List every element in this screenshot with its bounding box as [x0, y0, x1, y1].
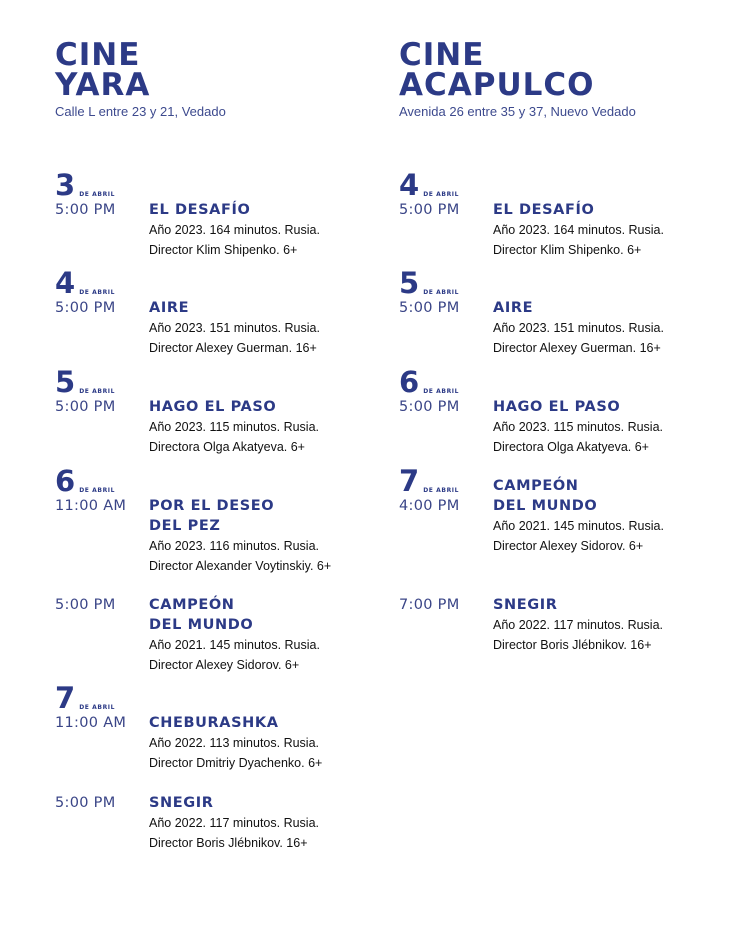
month-label: DE ABRIL	[423, 487, 460, 494]
day-number: 3	[55, 168, 76, 202]
month-label: DE ABRIL	[79, 388, 116, 395]
film-title: CAMPEÓN DEL MUNDO	[149, 597, 254, 633]
film-details: Año 2023. 115 minutos. Rusia. Directora Olga Akatyeva. 6+	[149, 420, 320, 454]
film-title: CAMPEÓN DEL MUNDO	[493, 478, 598, 514]
month-label: DE ABRIL	[423, 388, 460, 395]
screening-time: 4:00 PM	[399, 498, 460, 514]
day-number: 4	[55, 266, 76, 300]
screening-time: 11:00 AM	[55, 498, 127, 514]
day-number: 5	[55, 365, 76, 399]
screening-time: 5:00 PM	[55, 597, 116, 613]
date-heading	[55, 170, 115, 200]
film-details: Año 2023. 164 minutos. Rusia. Director Klim Shipenko. 6+	[493, 223, 664, 257]
day-number: 6	[55, 464, 76, 498]
month-label: DE ABRIL	[79, 704, 116, 711]
month-label: DE ABRIL	[79, 487, 116, 494]
date-heading	[399, 170, 459, 200]
screening-time: 5:00 PM	[55, 795, 116, 811]
film-details: Año 2022. 117 minutos. Rusia. Director Boris Jlébnikov. 16+	[493, 618, 664, 652]
cinema-title	[55, 37, 151, 103]
month-label: DE ABRIL	[423, 191, 460, 198]
cinema-address: Avenida 26 entre 35 y 37, Nuevo Vedado	[399, 104, 636, 119]
film-title: CHEBURASHKA	[149, 715, 279, 731]
date-heading	[55, 683, 115, 713]
cinema-title-line2: ACAPULCO	[399, 67, 595, 103]
film-title: POR EL DESEO DEL PEZ	[149, 498, 275, 534]
film-title: AIRE	[493, 300, 534, 316]
month-label: DE ABRIL	[79, 289, 116, 296]
cinema-address: Calle L entre 23 y 21, Vedado	[55, 104, 226, 119]
film-title: EL DESAFÍO	[493, 202, 595, 218]
date-heading	[55, 367, 115, 397]
film-title: EL DESAFÍO	[149, 202, 251, 218]
date-heading	[399, 466, 459, 496]
film-details: Año 2023. 151 minutos. Rusia. Director Alexey Guerman. 16+	[493, 321, 664, 355]
date-heading	[399, 268, 459, 298]
film-details: Año 2021. 145 minutos. Rusia. Director Alexey Sidorov. 6+	[493, 519, 664, 553]
film-details: Año 2023. 164 minutos. Rusia. Director Klim Shipenko. 6+	[149, 223, 320, 257]
month-label: DE ABRIL	[79, 191, 116, 198]
film-title: SNEGIR	[149, 795, 214, 811]
screening-time: 5:00 PM	[399, 300, 460, 316]
cinema-title-line2: YARA	[55, 67, 151, 103]
day-number: 7	[399, 464, 420, 498]
screening-time: 5:00 PM	[55, 300, 116, 316]
month-label: DE ABRIL	[423, 289, 460, 296]
film-details: Año 2023. 151 minutos. Rusia. Director Alexey Guerman. 16+	[149, 321, 320, 355]
date-heading	[55, 268, 115, 298]
cinema-title-line1: CINE	[399, 37, 485, 73]
film-details: Año 2022. 117 minutos. Rusia. Director Boris Jlébnikov. 16+	[149, 816, 320, 850]
film-details: Año 2023. 116 minutos. Rusia. Director Alexander Voytinskiy. 6+	[149, 539, 332, 573]
film-title: HAGO EL PASO	[149, 399, 277, 415]
film-details: Año 2021. 145 minutos. Rusia. Director Alexey Sidorov. 6+	[149, 638, 320, 672]
film-title: SNEGIR	[493, 597, 558, 613]
film-title: AIRE	[149, 300, 190, 316]
date-heading	[399, 367, 459, 397]
film-details: Año 2023. 115 minutos. Rusia. Directora Olga Akatyeva. 6+	[493, 420, 664, 454]
day-number: 7	[55, 681, 76, 715]
screening-time: 7:00 PM	[399, 597, 460, 613]
cinema-title-line1: CINE	[55, 37, 141, 73]
screening-time: 5:00 PM	[399, 399, 460, 415]
date-heading	[55, 466, 115, 496]
cinema-title	[399, 37, 595, 103]
screening-time: 11:00 AM	[55, 715, 127, 731]
day-number: 4	[399, 168, 420, 202]
day-number: 6	[399, 365, 420, 399]
film-title: HAGO EL PASO	[493, 399, 621, 415]
day-number: 5	[399, 266, 420, 300]
screening-time: 5:00 PM	[55, 202, 116, 218]
film-details: Año 2022. 113 minutos. Rusia. Director Dmitriy Dyachenko. 6+	[149, 736, 323, 770]
screening-time: 5:00 PM	[399, 202, 460, 218]
screening-time: 5:00 PM	[55, 399, 116, 415]
